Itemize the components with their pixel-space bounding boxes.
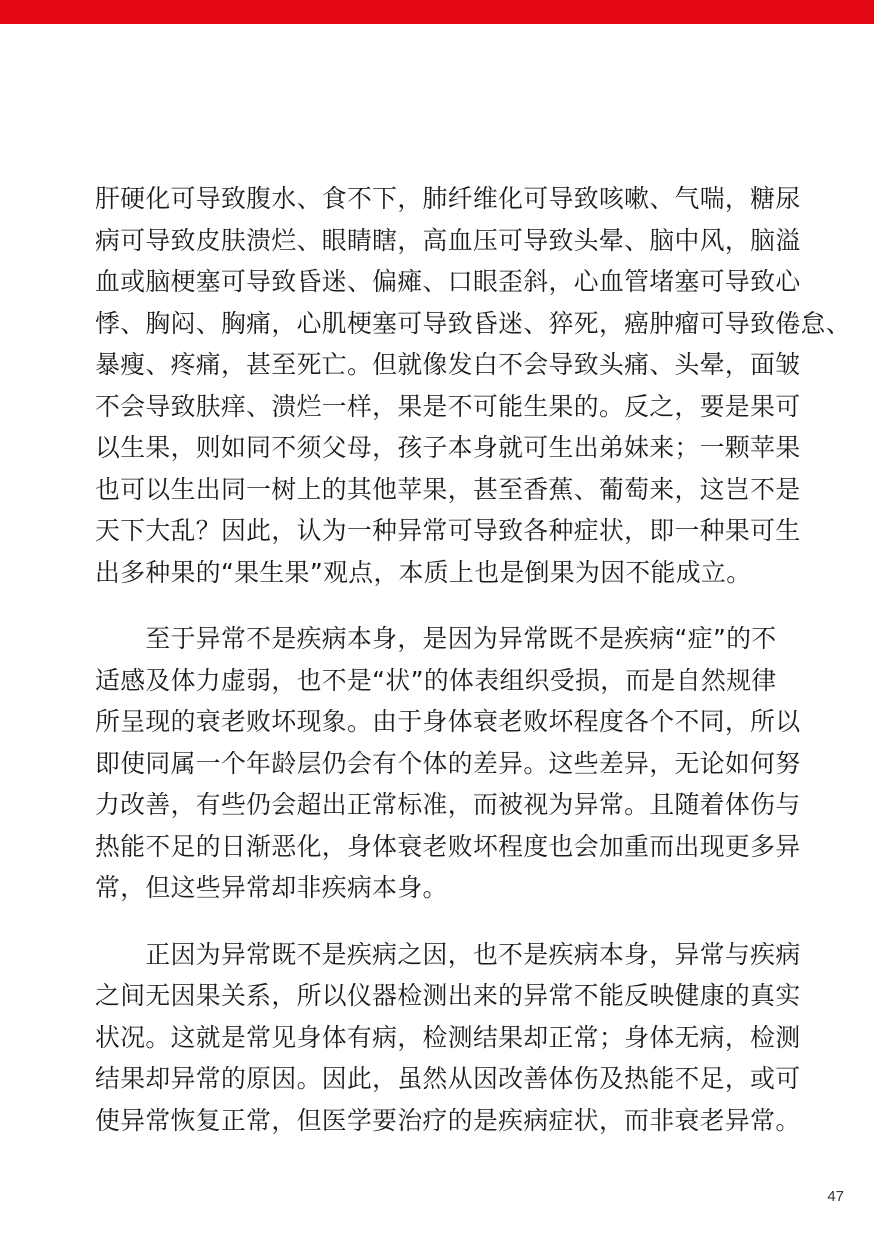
text-line: 悸、胸闷、胸痛，心肌梗塞可导致昏迷、猝死，癌肿瘤可导致倦怠、 [95, 308, 851, 338]
text-line: 肝硬化可导致腹水、食不下，肺纤维化可导致咳嗽、气喘，糖尿 [95, 184, 801, 213]
top-red-bar [0, 0, 874, 24]
text-line: 力改善，有些仍会超出正常标准，而被视为异常。且随着体伤与 [95, 790, 801, 819]
text-line: 热能不足的日渐恶化，身体衰老败坏程度也会加重而出现更多异 [95, 831, 801, 861]
text-line: 使异常恢复正常，但医学要治疗的是疾病症状，而非衰老异常。 [95, 1105, 801, 1135]
text-line: 所呈现的衰老败坏现象。由于身体衰老败坏程度各个不同，所以 [95, 707, 801, 736]
paragraph-3 [95, 934, 801, 1142]
text-line: 不会导致肤痒、溃烂一样，果是不可能生果的。反之，要是果可 [95, 391, 801, 421]
text-line: 病可导致皮肤溃烂、眼睛瞎，高血压可导致头晕、脑中风，脑溢 [95, 225, 801, 255]
text-line: 即使同属一个年龄层仍会有个体的差异。这些差异，无论如何努 [95, 748, 801, 778]
text-line: 暴瘦、疼痛，甚至死亡。但就像发白不会导致头痛、头晕，面皱 [95, 350, 801, 379]
text-line: 常，但这些异常却非疾病本身。 [95, 873, 448, 902]
text-line: 状况。这就是常见身体有病，检测结果却正常；身体无病，检测 [95, 1022, 801, 1052]
page-number: 47 [827, 1188, 844, 1205]
paragraph-2 [95, 618, 801, 909]
page-body [95, 178, 851, 1141]
text-line: 天下大乱？因此，认为一种异常可导致各种症状，即一种果可生 [95, 516, 801, 545]
text-line: 至于异常不是疾病本身，是因为异常既不是疾病“症”的不 [95, 624, 777, 653]
text-line: 血或脑梗塞可导致昏迷、偏瘫、口眼歪斜，心血管堵塞可导致心 [95, 267, 801, 296]
text-line: 以生果，则如同不须父母，孩子本身就可生出弟妹来；一颗苹果 [95, 433, 801, 462]
text-line: 也可以生出同一树上的其他苹果，甚至香蕉、葡萄来，这岂不是 [95, 474, 801, 504]
paragraph-1 [95, 178, 851, 593]
text-line: 适感及体力虚弱，也不是“状”的体表组织受损，而是自然规律 [95, 665, 777, 695]
text-line: 之间无因果关系，所以仪器检测出来的异常不能反映健康的真实 [95, 981, 801, 1010]
text-line: 出多种果的“果生果”观点，本质上也是倒果为因不能成立。 [95, 557, 752, 587]
text-line: 结果却异常的原因。因此，虽然从因改善体伤及热能不足，或可 [95, 1064, 801, 1093]
text-line: 正因为异常既不是疾病之因，也不是疾病本身，异常与疾病 [95, 939, 801, 969]
